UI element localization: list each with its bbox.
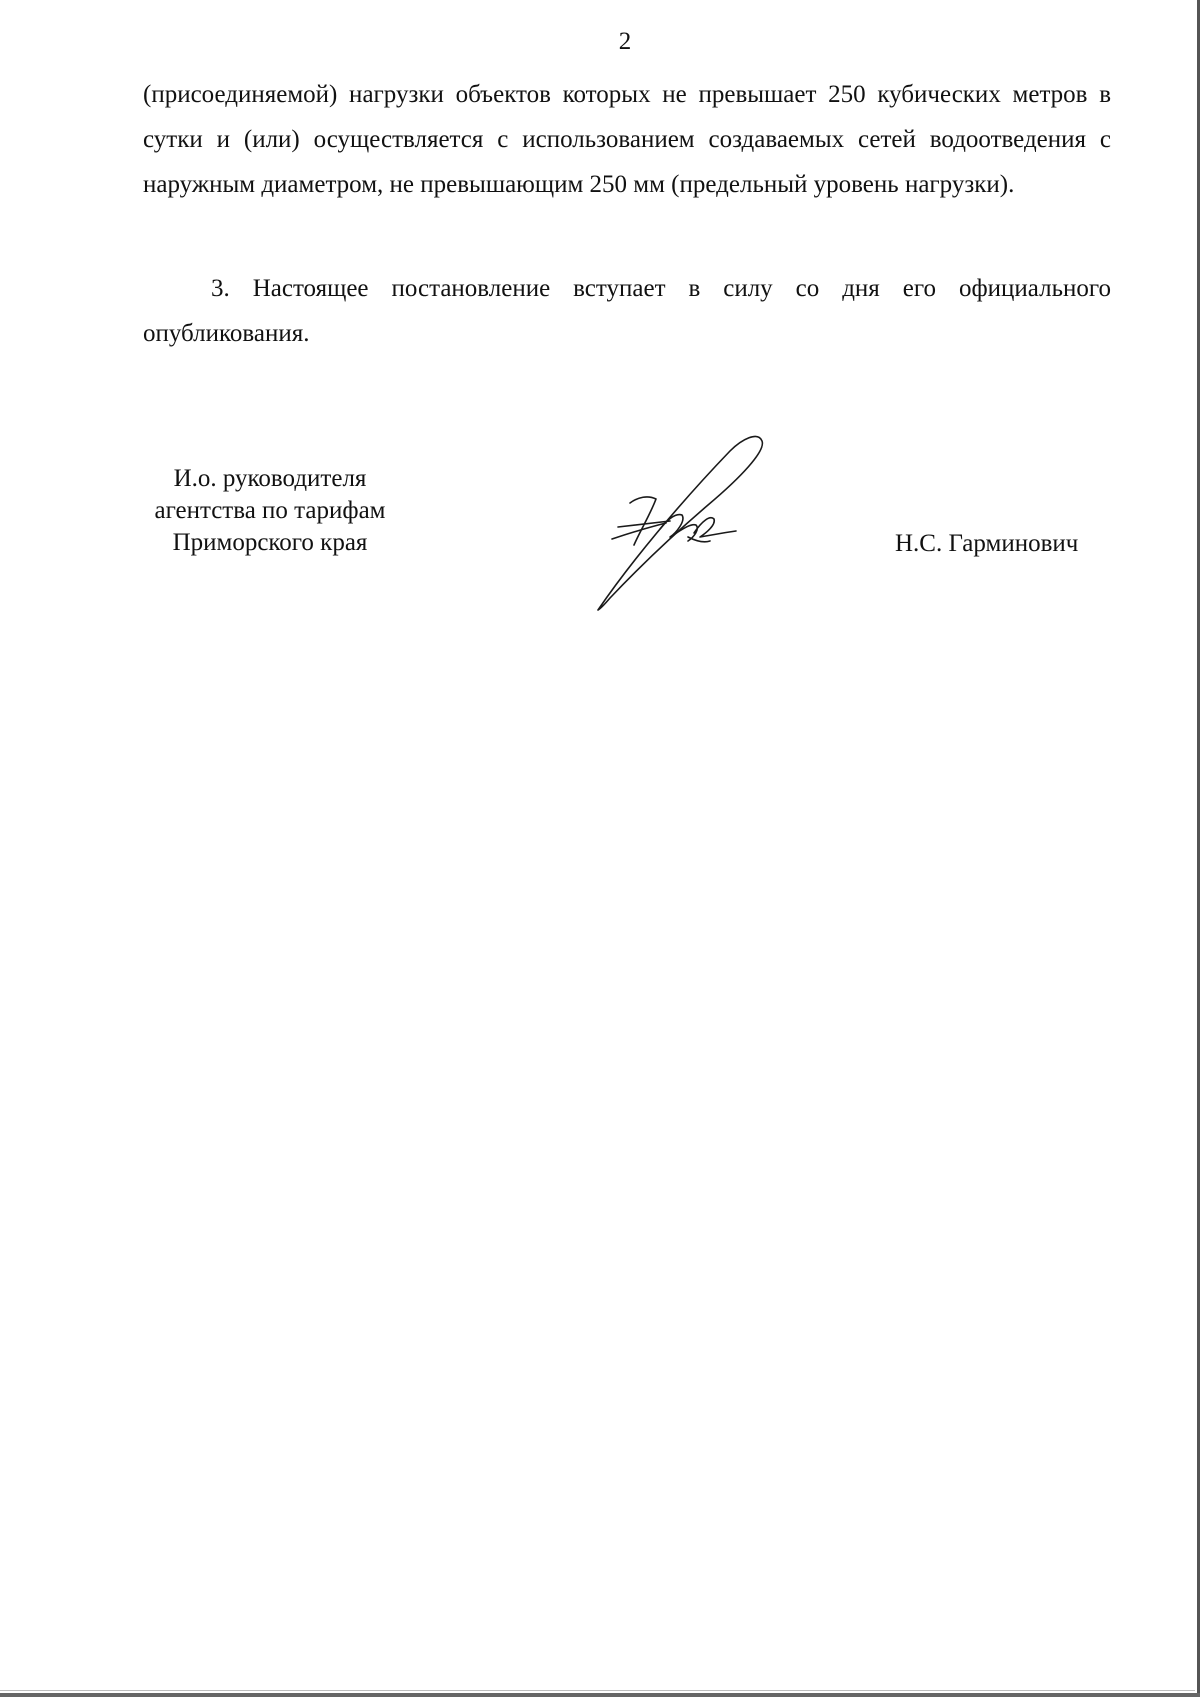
page-edge — [0, 1693, 1200, 1697]
handwritten-signature — [590, 433, 810, 613]
signer-title-line: агентства по тарифам — [154, 497, 386, 524]
signer-title-line: Приморского края — [172, 529, 368, 556]
paragraph-effective-date: 3. Настоящее постановление вступает в силу со дня его официального опубликования. — [143, 275, 1111, 347]
page-number: 2 — [618, 28, 632, 55]
signer-name: Н.С. Гарминович — [895, 530, 1079, 557]
page-edge — [0, 1690, 1195, 1691]
signer-title — [115, 463, 425, 559]
signer-title-line: И.о. руководителя — [173, 465, 367, 492]
paragraph-load-limit: (присоединяемой) нагрузки объектов которых не превышает 250 кубических метров в сутки и (или) осуществляется с использованием создаваемых сетей водоотведения с наружным диаметром, не превышающим 250 мм (предельный уровень нагрузки). — [143, 81, 1111, 198]
